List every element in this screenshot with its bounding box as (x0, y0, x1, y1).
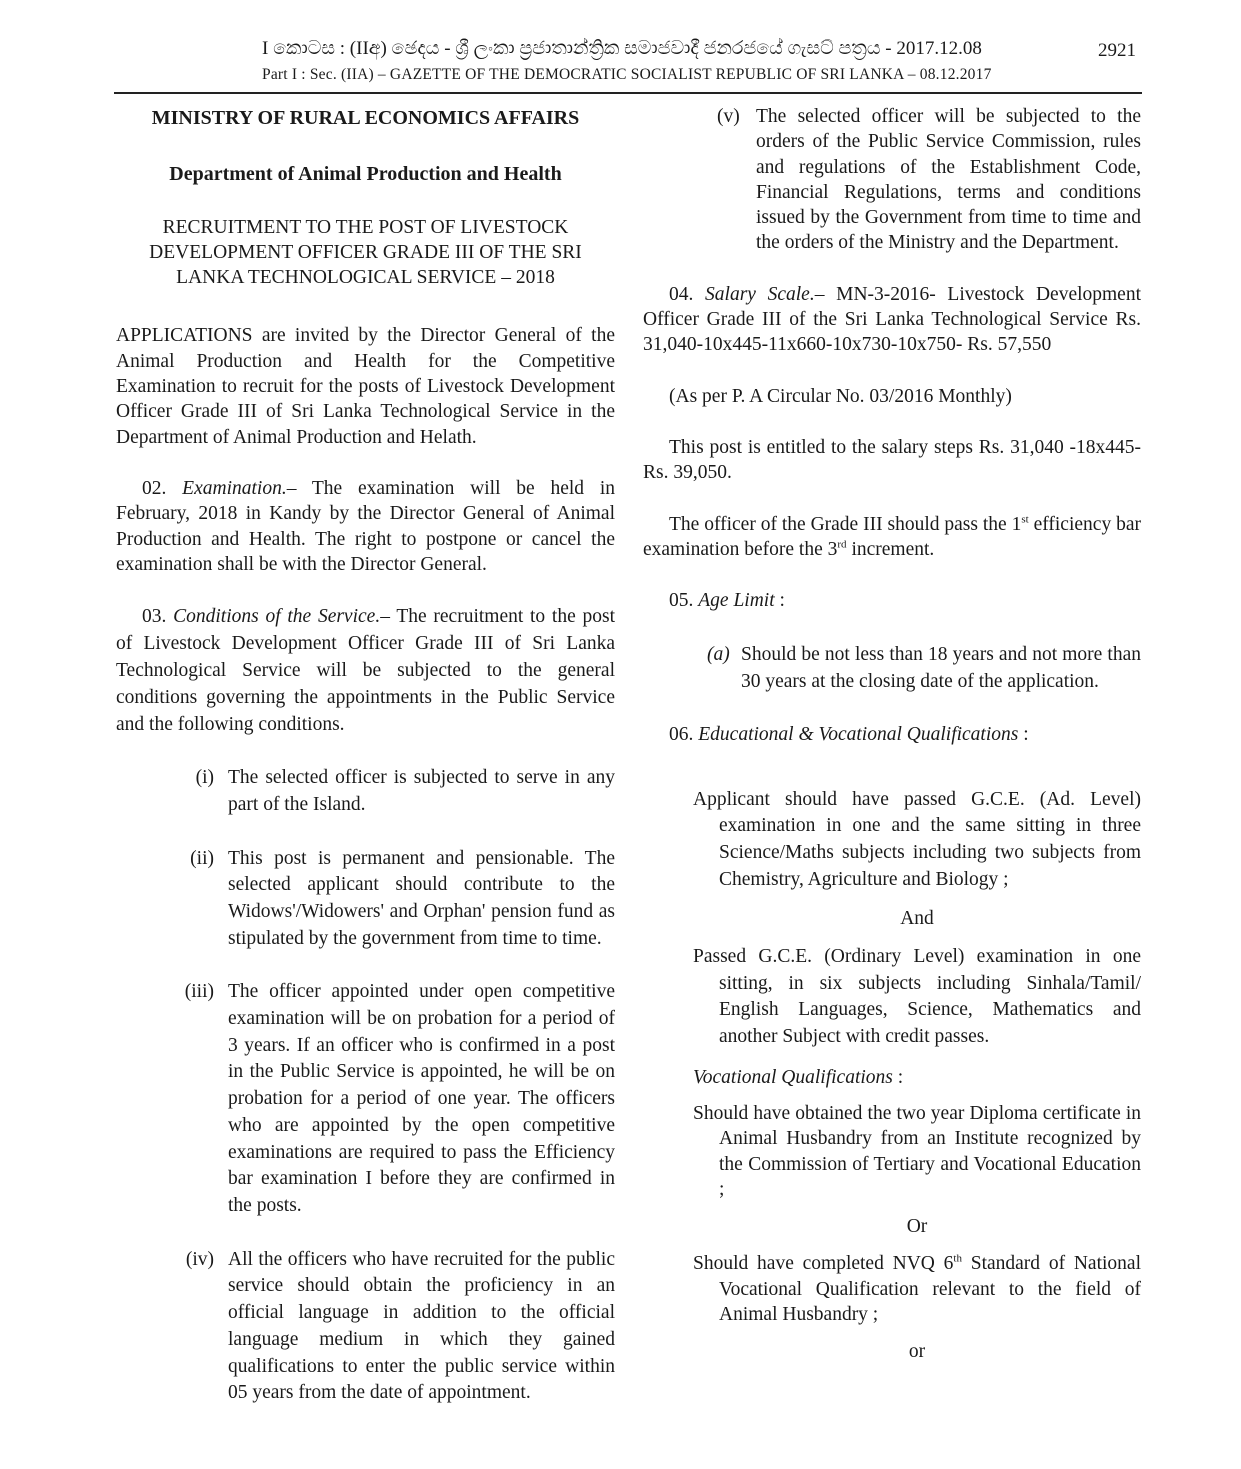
section-04-number: 04. (669, 283, 694, 305)
condition-text: This post is permanent and pensionable. The selected applicant should contribute to the Widows'/Widowers' and Orphan' pension fund as stipulated by the government from time to time. (228, 847, 615, 949)
section-06 (643, 722, 1141, 747)
condition-item (643, 104, 1141, 256)
section-05 (643, 588, 1141, 613)
header-rule (114, 92, 1142, 94)
condition-item (116, 1247, 615, 1407)
section-05-title: Age Limit (698, 590, 775, 612)
circular-note: (As per P. A Circular No. 03/2016 Monthly) (669, 385, 1012, 407)
section-03-number: 03. (142, 606, 167, 628)
recruitment-title: RECRUITMENT TO THE POST OF LIVESTOCK DEVELOPMENT OFFICER GRADE III OF THE SRI LANKA TECHNOLOGICAL SERVICE – 2018 (149, 216, 582, 289)
section-05-colon: : (774, 590, 785, 612)
efficiency-bar-note (643, 512, 1141, 563)
efficiency-text-a: The officer of the Grade III should pass the 1 (669, 513, 1022, 535)
efficiency-text-c: increment. (846, 538, 935, 560)
section-03 (116, 603, 615, 738)
condition-label: (iii) (184, 981, 214, 1003)
gazette-header-sinhala: I කොටස : (IIඅ) ඡෙදය - ශ්‍රී ලංකා ප්‍රජාතාන්ත්‍රික සමාජවාදී ජනරජයේ ගැසට් පත්‍රය - 2017.12.08 (262, 38, 982, 59)
section-04 (643, 282, 1141, 358)
age-label: (a) (707, 644, 730, 666)
section-04-text: – MN-3-2016- Livestock Development Officer Grade III of the Sri Lanka Technological Service Rs. 31,040-10x445-11x660-10x730-10x750- Rs. 57,550 (643, 283, 1142, 356)
condition-label: (iv) (185, 1248, 214, 1270)
salary-steps: This post is entitled to the salary steps Rs. 31,040 -18x445- Rs. 39,050. (643, 436, 1141, 484)
age-text: Should be not less than 18 years and not more than 30 years at the closing date of the application. (741, 644, 1141, 693)
nvq-text-b: Standard of National Vocational Qualification relevant to the field of Animal Husbandry ; (719, 1253, 1141, 1326)
section-05-number: 05. (669, 590, 694, 612)
efficiency-sup-2: rd (837, 538, 847, 551)
section-06-number: 06. (669, 724, 694, 746)
section-06-title: Educational & Vocational Qualifications (698, 724, 1019, 746)
left-column (116, 100, 615, 1407)
vocational-heading (643, 1065, 1141, 1090)
vocational-title: Vocational Qualifications (693, 1066, 893, 1088)
section-06-colon: : (1018, 724, 1029, 746)
ministry-title: MINISTRY OF RURAL ECONOMICS AFFAIRS (151, 107, 580, 129)
nvq-sup: th (953, 1252, 962, 1265)
nvq-text-a: Should have completed NVQ 6 (693, 1253, 954, 1275)
efficiency-sup-1: st (1021, 513, 1029, 526)
section-02 (116, 476, 615, 577)
condition-item (116, 979, 615, 1219)
diploma-qualification: Should have obtained the two year Diploma certificate in Animal Husbandry from an Institute recognized by the Commission of Tertiary and Vocational Education ; (693, 1102, 1141, 1200)
condition-text: The officer appointed under open competitive examination will be on probation for a period of 3 years. If an officer who is confirmed in a post in the Public Service is appointed, he will be on probation for a period of one year. The officers who are appointed by the open competitive examinations are required to pass the Efficiency bar examination I before they are confirmed in the posts. (228, 981, 615, 1216)
condition-label: (i) (195, 767, 214, 789)
department-title: Department of Animal Production and Health (169, 163, 562, 186)
condition-label: (ii) (190, 847, 214, 869)
section-02-title: Examination. (182, 477, 287, 499)
right-column (643, 100, 1141, 1365)
efficiency-text-b: efficiency bar examination before the 3 (643, 513, 1141, 560)
condition-label: (v) (717, 106, 740, 127)
condition-text: All the officers who have recruited for the public service should obtain the proficiency in an official language in addition to the official language medium in which they gained qualifications to enter the public service within 05 years from the date of appointment. (228, 1248, 615, 1404)
or-connector-lower: or (908, 1341, 926, 1363)
ol-qualification: Passed G.C.E. (Ordinary Level) examination in one sitting, in six subjects including Sinhala/Tamil/ English Languages, Science, Mathematics and another Subject with credit passes. (693, 945, 1141, 1047)
intro-paragraph: APPLICATIONS are invited by the Director General of the Animal Production and Health for the Competitive Examination to recruit for the posts of Livestock Development Officer Grade III of Sri Lanka Technological Service in the Department of Animal Production and Helath. (116, 325, 615, 448)
nvq-qualification (643, 1251, 1141, 1327)
condition-item (116, 846, 615, 953)
vocational-colon: : (892, 1066, 904, 1088)
section-03-text: – The recruitment to the post of Livestock Development Officer Grade III of Sri Lanka Technological Service will be subjected to the general conditions governing the appointments in the Public Service and the following conditions. (116, 606, 616, 736)
section-04-title: Salary Scale. (705, 283, 815, 305)
condition-text: The selected officer is subjected to serve in any part of the Island. (228, 767, 615, 815)
age-item (643, 641, 1141, 695)
section-02-text: – The examination will be held in February, 2018 in Kandy by the Director General of Animal Production and Health. The right to postpone or cancel the examination shall be with the Director General. (116, 477, 615, 575)
section-02-number: 02. (142, 477, 167, 499)
and-connector: And (900, 907, 934, 929)
page-number: 2921 (1098, 40, 1136, 61)
or-connector: Or (906, 1216, 928, 1238)
gazette-header-english: Part I : Sec. (IIA) – GAZETTE OF THE DEMOCRATIC SOCIALIST REPUBLIC OF SRI LANKA – 08.12.2017 (262, 66, 992, 83)
condition-item (116, 765, 615, 818)
condition-text: The selected officer will be subjected to the orders of the Public Service Commission, rules and regulations of the Establishment Code, Financial Regulations, terms and conditions issued by the Government from time to time and the orders of the Ministry and the Department. (756, 106, 1141, 254)
al-qualification: Applicant should have passed G.C.E. (Ad. Level) examination in one and the same sitting in three Science/Maths subjects including two subjects from Chemistry, Agriculture and Biology ; (693, 788, 1141, 890)
section-03-title: Conditions of the Service. (173, 606, 381, 628)
